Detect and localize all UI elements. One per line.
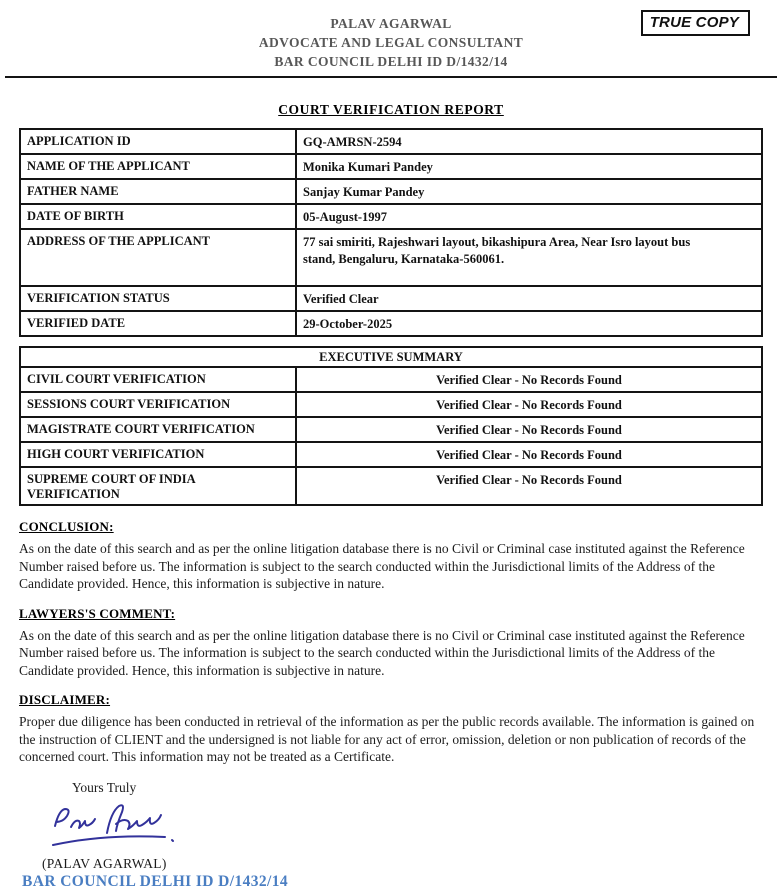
applicant-details-table: [19, 128, 763, 337]
table-row: [20, 129, 762, 154]
row-value: GQ-AMRSN-2594: [296, 129, 762, 154]
row-label: VERIFICATION STATUS: [20, 286, 296, 311]
row-value: Verified Clear - No Records Found: [296, 467, 762, 505]
row-label: APPLICATION ID: [20, 129, 296, 154]
summary-header: EXECUTIVE SUMMARY: [20, 347, 762, 367]
closing-text: Yours Truly: [72, 779, 137, 795]
row-value: Monika Kumari Pandey: [296, 154, 762, 179]
row-value: Verified Clear: [296, 286, 762, 311]
true-copy-stamp: TRUE COPY: [641, 10, 750, 36]
row-value: 05-August-1997: [296, 204, 762, 229]
row-value: 77 sai smiriti, Rajeshwari layout, bikashipura Area, Near Isro layout bus stand, Bengaluru, Karnataka-560061.: [296, 229, 762, 286]
table-row: [20, 467, 762, 505]
disclaimer-section: [19, 692, 763, 766]
narrative-content: [19, 519, 763, 891]
lawyers-comment-section: [19, 606, 763, 680]
executive-summary-table: [19, 346, 763, 506]
page-title: COURT VERIFICATION REPORT: [278, 102, 504, 117]
lawyers-comment-body: As on the date of this search and as per the online litigation database there is no Civil or Criminal case instituted against the Reference Number raised before us. The information is subject to the search conducted within the Jurisdictional limits of the Address of the Candidate provided. Hence, this information is subjective in nature.: [19, 627, 745, 678]
table-row: [20, 204, 762, 229]
conclusion-section: [19, 519, 763, 593]
row-label: DATE OF BIRTH: [20, 204, 296, 229]
table-row: [20, 442, 762, 467]
signed-name: (PALAV AGARWAL): [42, 855, 167, 871]
row-label: FATHER NAME: [20, 179, 296, 204]
table-row: [20, 417, 762, 442]
bar-council-id-header: BAR COUNCIL DELHI ID D/1432/14: [274, 54, 508, 69]
table-row: [20, 179, 762, 204]
title-wrap: [0, 101, 782, 119]
table-row: [20, 154, 762, 179]
table-row: [20, 286, 762, 311]
row-value: Verified Clear - No Records Found: [296, 417, 762, 442]
advocate-title: ADVOCATE AND LEGAL CONSULTANT: [258, 35, 524, 50]
row-label: SUPREME COURT OF INDIA VERIFICATION: [20, 467, 296, 505]
lawyers-comment-heading: LAWYERS'S COMMENT:: [19, 605, 176, 621]
row-label: HIGH COURT VERIFICATION: [20, 442, 296, 467]
row-label: ADDRESS OF THE APPLICANT: [20, 229, 296, 286]
disclaimer-body: Proper due diligence has been conducted in retrieval of the information as per the public records available. The information is gained on the instruction of CLIENT and the undersigned is not liable for any act of error, omission, deletion or non publication of records of the concerned court. This information may not be treated as a Certificate.: [19, 714, 755, 764]
table-row: [20, 392, 762, 417]
row-value: Sanjay Kumar Pandey: [296, 179, 762, 204]
table-row: [20, 229, 762, 286]
advocate-name: PALAV AGARWAL: [330, 16, 452, 31]
summary-header-row: [20, 347, 762, 367]
row-label: MAGISTRATE COURT VERIFICATION: [20, 417, 296, 442]
table-row: [20, 367, 762, 392]
conclusion-heading: CONCLUSION:: [19, 519, 114, 534]
bar-council-footer: BAR COUNCIL DELHI ID D/1432/14: [22, 872, 289, 890]
row-label: SESSIONS COURT VERIFICATION: [20, 392, 296, 417]
row-label: NAME OF THE APPLICANT: [20, 154, 296, 179]
row-value: Verified Clear - No Records Found: [296, 367, 762, 392]
row-value: Verified Clear - No Records Found: [296, 442, 762, 467]
disclaimer-heading: DISCLAIMER:: [19, 692, 111, 707]
header-divider: [5, 76, 777, 78]
handwritten-signature: [49, 800, 189, 856]
row-value: Verified Clear - No Records Found: [296, 392, 762, 417]
conclusion-body: As on the date of this search and as per the online litigation database there is no Civil or Criminal case instituted against the Reference Number raised before us. The information is subject to the search conducted within the Jurisdictional limits of the Address of the Candidate provided. Hence, this information is subjective in nature.: [19, 541, 745, 591]
row-label: VERIFIED DATE: [20, 311, 296, 336]
signature-ink-icon: [49, 800, 189, 856]
table-row: [20, 311, 762, 336]
row-label: CIVIL COURT VERIFICATION: [20, 367, 296, 392]
row-value: 29-October-2025: [296, 311, 762, 336]
